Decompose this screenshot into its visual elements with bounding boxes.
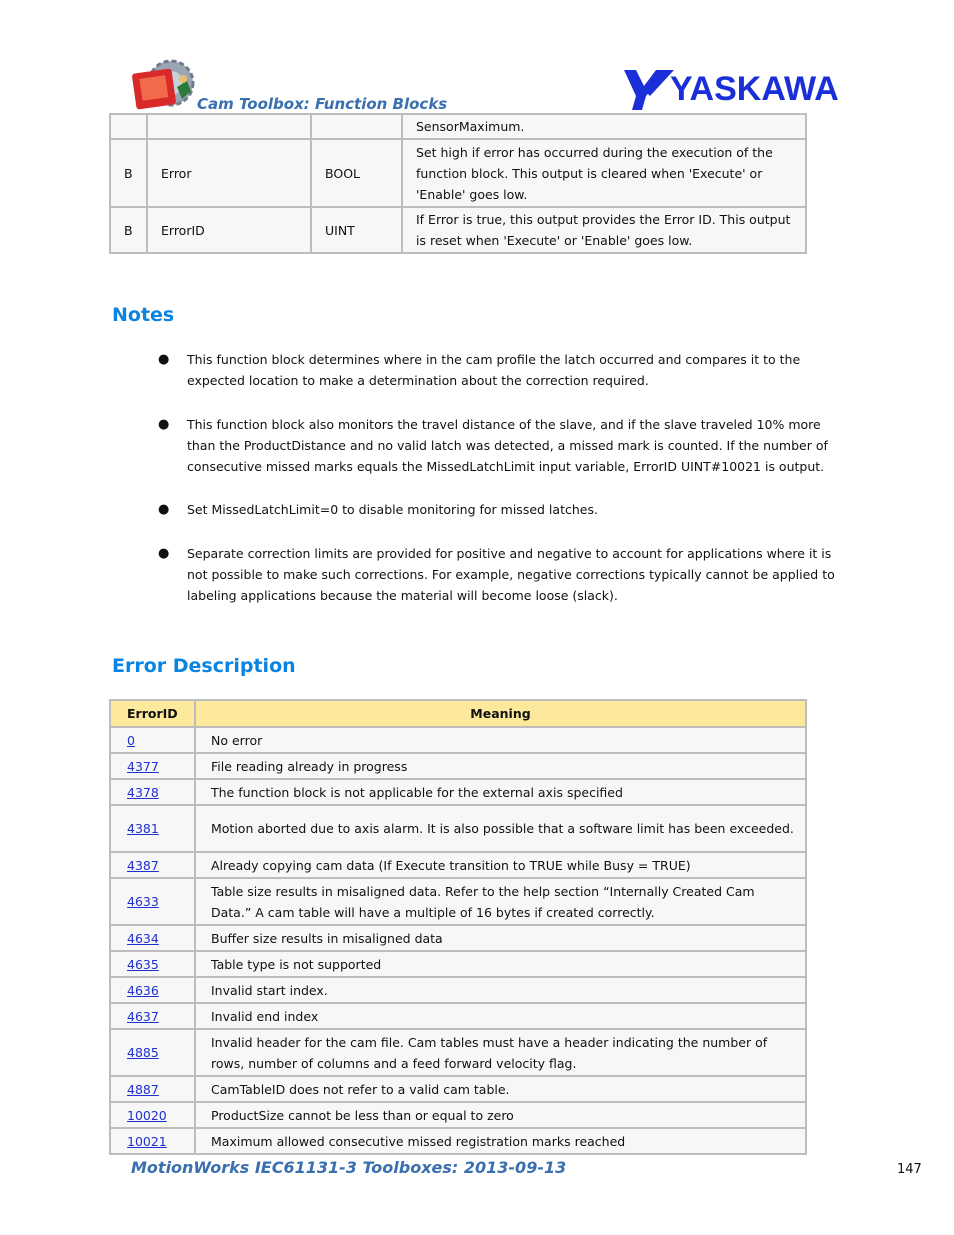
io-name-cell: ErrorID xyxy=(148,208,310,252)
io-datatype-cell: UINT xyxy=(312,208,401,252)
bullet-icon: ● xyxy=(158,352,170,367)
io-description-cell: Set high if error has occurred during the execution of the function block. This output is cleared when 'Execute' or 'Enable' goes low. xyxy=(403,140,805,206)
column-header-errorid: ErrorID xyxy=(111,701,194,726)
error-meaning: ProductSize cannot be less than or equal to zero xyxy=(196,1103,805,1127)
table-row xyxy=(111,728,805,752)
bullet-icon: ● xyxy=(158,545,170,561)
table-row xyxy=(111,1103,805,1127)
table-row xyxy=(111,978,805,1002)
list-item xyxy=(158,414,848,478)
io-datatype-cell: BOOL xyxy=(312,140,401,206)
error-id-link[interactable]: 4378 xyxy=(127,784,159,800)
note-text: Set MissedLatchLimit=0 to disable monitoring for missed latches. xyxy=(187,502,598,518)
list-item xyxy=(158,499,848,520)
error-id-link[interactable]: 4634 xyxy=(127,930,159,946)
list-item xyxy=(158,349,848,392)
column-header-meaning: Meaning xyxy=(196,701,805,726)
table-row xyxy=(111,806,805,851)
error-id-link[interactable]: 4885 xyxy=(127,1045,159,1060)
toolbox-logo-icon xyxy=(131,57,199,111)
io-description-cell: If Error is true, this output provides the Error ID. This output is reset when 'Execute' or 'Enable' goes low. xyxy=(403,208,805,252)
table-row xyxy=(111,115,805,138)
error-id-link[interactable]: 4387 xyxy=(127,857,159,873)
table-row xyxy=(111,208,805,252)
error-id-link[interactable]: 4637 xyxy=(127,1008,159,1024)
io-name-cell: Error xyxy=(148,140,310,206)
error-meaning: Invalid start index. xyxy=(196,978,805,1002)
error-meaning: Already copying cam data (If Execute transition to TRUE while Busy = TRUE) xyxy=(196,853,805,877)
error-id-link[interactable]: 10020 xyxy=(127,1107,167,1123)
error-meaning: Table size results in misaligned data. Refer to the help section “Internally Created Cam Data.” A cam table will have a multiple of 16 bytes if created correctly. xyxy=(196,879,805,924)
footer-title: MotionWorks IEC61131-3 Toolboxes: 2013-09-13 xyxy=(131,1158,567,1177)
table-row xyxy=(111,879,805,924)
table-row xyxy=(111,140,805,206)
brand-name: YASKAWA xyxy=(670,70,839,108)
table-row xyxy=(111,780,805,804)
list-item xyxy=(158,543,848,607)
error-id-link[interactable]: 4635 xyxy=(127,956,159,972)
table-row xyxy=(111,1030,805,1075)
error-id-link[interactable]: 4636 xyxy=(127,982,159,998)
io-type-cell xyxy=(111,115,146,138)
bullet-icon: ● xyxy=(158,416,170,432)
error-meaning: No error xyxy=(196,728,805,752)
table-row xyxy=(111,952,805,976)
error-id-link[interactable]: 4887 xyxy=(127,1081,159,1097)
error-table xyxy=(109,699,807,1155)
error-id-link[interactable]: 4381 xyxy=(127,821,159,836)
note-text: This function block determines where in the cam profile the latch occurred and compares it to the expected location to make a determination about the correction required. xyxy=(187,352,801,389)
table-header-row xyxy=(111,701,805,726)
table-row xyxy=(111,926,805,950)
note-text: Separate correction limits are provided for positive and negative to account for applications where it is not possible to make such corrections. For example, negative corrections typically cannot be applied to labeling applications because the material will become loose (slack). xyxy=(187,545,835,604)
error-description-heading: Error Description xyxy=(112,655,296,677)
table-row xyxy=(111,754,805,778)
notes-list xyxy=(158,349,848,629)
yaskawa-logo xyxy=(622,66,844,112)
error-meaning: File reading already in progress xyxy=(196,754,805,778)
io-datatype-cell xyxy=(312,115,401,138)
table-row xyxy=(111,1004,805,1028)
error-meaning: The function block is not applicable for the external axis specified xyxy=(196,780,805,804)
table-row xyxy=(111,1077,805,1101)
page-number: 147 xyxy=(897,1162,922,1177)
error-id-link[interactable]: 0 xyxy=(127,732,135,748)
error-id-link[interactable]: 4377 xyxy=(127,758,159,774)
table-row xyxy=(111,853,805,877)
error-meaning: Motion aborted due to axis alarm. It is also possible that a software limit has been exceeded. xyxy=(196,806,805,851)
error-meaning: Table type is not supported xyxy=(196,952,805,976)
error-meaning: Buffer size results in misaligned data xyxy=(196,926,805,950)
notes-heading: Notes xyxy=(112,304,175,326)
io-description-cell: SensorMaximum. xyxy=(403,115,805,138)
io-type-cell: B xyxy=(111,208,146,252)
error-id-link[interactable]: 4633 xyxy=(127,894,159,909)
io-parameter-table xyxy=(109,113,807,254)
header-title: Cam Toolbox: Function Blocks xyxy=(197,95,448,113)
table-row xyxy=(111,1129,805,1153)
error-meaning: CamTableID does not refer to a valid cam table. xyxy=(196,1077,805,1101)
error-meaning: Invalid header for the cam file. Cam tables must have a header indicating the number of rows, number of columns and a feed forward velocity flag. xyxy=(196,1030,805,1075)
bullet-icon: ● xyxy=(158,502,170,518)
io-type-cell: B xyxy=(111,140,146,206)
error-meaning: Maximum allowed consecutive missed registration marks reached xyxy=(196,1129,805,1153)
error-id-link[interactable]: 10021 xyxy=(127,1133,167,1149)
error-meaning: Invalid end index xyxy=(196,1004,805,1028)
io-name-cell xyxy=(148,115,310,138)
note-text: This function block also monitors the travel distance of the slave, and if the slave traveled 10% more than the ProductDistance and no valid latch was detected, a missed mark is counted. If the number of consecutive missed marks equals the MissedLatchLimit input variable, ErrorID UINT#10021 is output. xyxy=(187,416,828,475)
